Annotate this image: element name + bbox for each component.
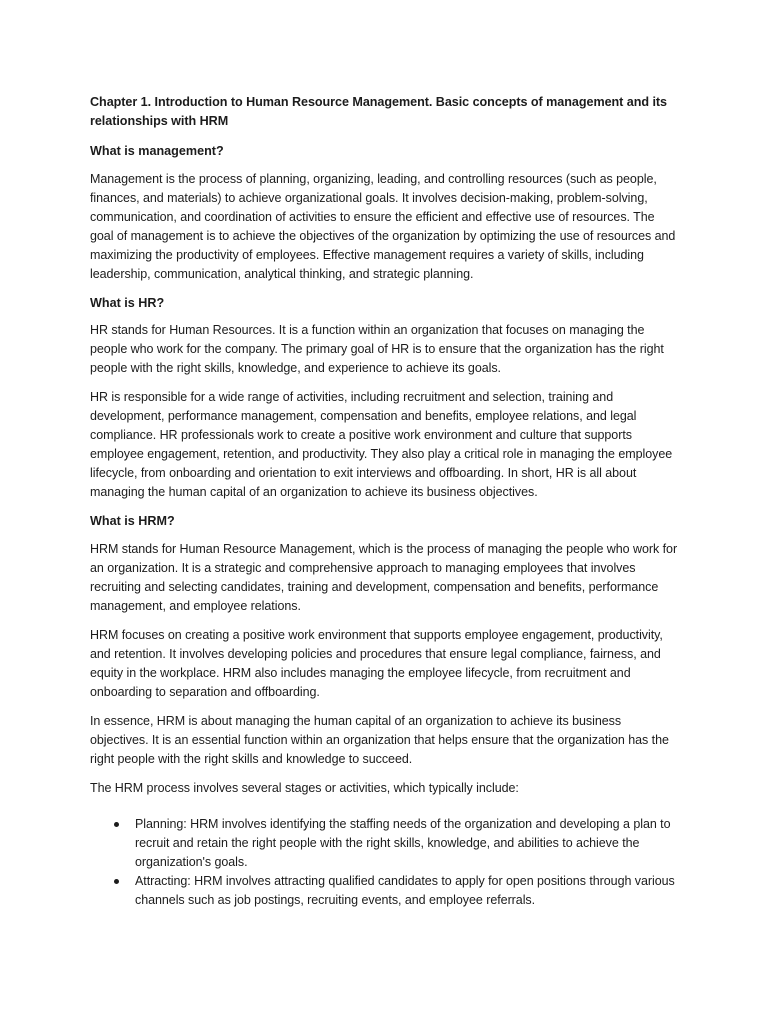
section-heading-hrm: What is HRM? [90,514,175,528]
section-heading-hr: What is HR? [90,295,165,310]
bullet-dot-icon [114,879,119,884]
paragraph: The HRM process involves several stages or activities, which typically include: [90,780,519,795]
paragraph: HRM focuses on creating a positive work environment that supports employee engagement, productivity, and retention. It involves developing policies and procedures that ensure legal compliance, fairness, and equity in the workplace. HRM also includes managing the employee lifecycle, from recruitment and onboarding to separation and offboarding. [90,627,663,699]
paragraph: In essence, HRM is about managing the human capital of an organization to achieve its business objectives. It is an essential function within an organization that helps ensure that the organization has the right people with the right skills and knowledge to succeed. [90,713,669,766]
paragraph: HR stands for Human Resources. It is a function within an organization that focuses on managing the people who work for the company. The primary goal of HR is to ensure that the organization has the right people with the right skills, knowledge, and experience to achieve its goals. [90,323,664,375]
bullet-dot-icon [114,822,119,827]
bullet-list [90,815,680,910]
paragraph: Management is the process of planning, organizing, leading, and controlling resources (such as people, finances, and materials) to achieve organizational goals. It involves decision-making, problem-solving, communication, and coordination of activities to ensure the efficient and effective use of resources. The goal of management is to achieve the objectives of the organization by optimizing the use of resources and maximizing the productivity of employees. Effective management requires a variety of skills, including leadership, communication, analytical thinking, and strategic planning. [90,171,676,281]
paragraph: HRM stands for Human Resource Management, which is the process of managing the people who work for an organization. It is a strategic and comprehensive approach to managing employees that involves recruiting and selecting candidates, training and development, compensation and benefits, performance management, and employee relations. [90,541,678,613]
document-page [90,93,680,910]
list-item-text: Attracting: HRM involves attracting qualified candidates to apply for open positions through various channels such as job postings, recruiting events, and employee referrals. [135,873,675,907]
list-item-text: Planning: HRM involves identifying the staffing needs of the organization and developing a plan to recruit and retain the right people with the right skills, knowledge, and abilities to achieve the organization's goals. [135,816,671,869]
list-item [90,815,680,872]
paragraph: HR is responsible for a wide range of activities, including recruitment and selection, training and development, performance management, compensation and benefits, employee relations, and legal compliance. HR professionals work to create a positive work environment and culture that supports employee engagement, retention, and productivity. They also play a critical role in managing the employee lifecycle, from onboarding and orientation to exit interviews and offboarding. In short, HR is all about managing the human capital of an organization to achieve its business objectives. [90,390,673,499]
section-heading-management: What is management? [90,144,224,158]
chapter-title: Chapter 1. Introduction to Human Resource Management. Basic concepts of management and its relationships with HRM [90,95,668,128]
list-item [90,872,680,910]
